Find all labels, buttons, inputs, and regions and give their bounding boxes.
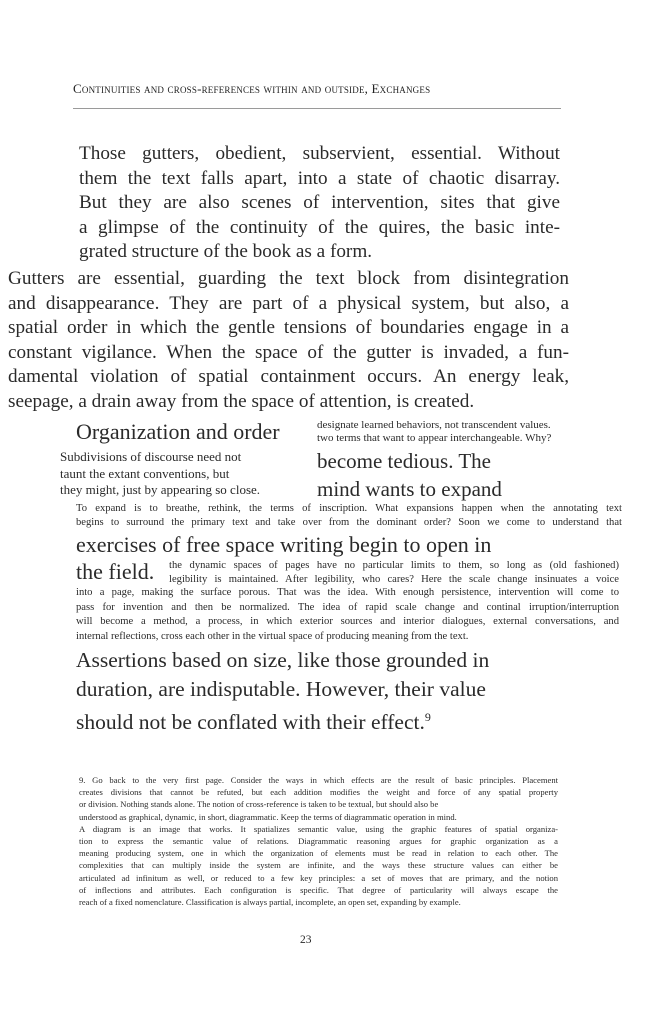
text-line: Assertions based on size, like those grounded in xyxy=(76,648,490,672)
paragraph-gutters-obedient xyxy=(79,142,560,265)
paragraph-gutters-essential xyxy=(8,267,569,414)
text-line: Those gutters, obedient, subservient, essential. Without xyxy=(79,143,560,164)
header-rule xyxy=(73,108,561,109)
text-line: will become a method, a process, in which exterior sources and interior dialogues, external conversations, and xyxy=(76,616,619,628)
exercises-line: exercises of free space writing begin to open in xyxy=(76,532,492,557)
text-line: they might, just by appearing so close. xyxy=(60,482,261,497)
expand-paragraph xyxy=(76,502,622,529)
text-line: become tedious. The xyxy=(317,449,491,473)
text-line: them the text falls apart, into a state of chaotic disarray. xyxy=(79,167,560,189)
footnote-line: understood as graphical, dynamic, in short, diagrammatic. Keep the terms of diagrammatic operation in mind. xyxy=(79,811,457,822)
text-line: spatial order in which the gentle tensions of boundaries engage in a xyxy=(8,317,569,338)
text-line: begins to surround the primary text and take over from the dominant order? Soon we come to understand that xyxy=(76,516,622,528)
text-line: taunt the extant conventions, but xyxy=(60,465,230,481)
text-line: Subdivisions of discourse need not xyxy=(60,449,242,464)
text-line: designate learned behaviors, not transcendent values. xyxy=(317,419,551,431)
footnote-line: articulated ad infinitum as well, or reduced to a few key principles: a set of moves that are primary, and the notion xyxy=(79,872,558,883)
text-line: damental violation of spatial containment occurs. An energy leak, xyxy=(8,366,569,387)
footnote-reference[interactable]: 9 xyxy=(424,710,431,724)
footnote-line: meaning producing system, one in which the organization of elements must be read in relation to each other. The xyxy=(79,848,558,859)
left-aside xyxy=(60,449,260,499)
footnote xyxy=(79,774,558,908)
text-line: pass for invention and then be normalized. The idea of rapid scale change and continal irruption/interruption xyxy=(76,601,619,613)
dynamic-lines xyxy=(169,559,619,586)
text-line: a glimpse of the continuity of the quires, the basic inte- xyxy=(79,216,560,238)
footnote-line: tion to express the semantic value of relations. Diagrammatic reasoning argues for graphic organization as a xyxy=(79,836,558,847)
text-line: into a page, making the surface porous. That was the idea. With enough persistence, intervention will come to xyxy=(76,587,619,598)
text-line xyxy=(76,703,489,737)
footnote-line: 9. Go back to the very first page. Consider the ways in which effects are the result of basic principles. Placement xyxy=(79,775,558,785)
section-heading: Organization and order xyxy=(76,419,280,444)
continuation-paragraph xyxy=(76,586,619,644)
text-line: To expand is to breathe, rethink, the terms of inscription. What expansions happen when the annotating text xyxy=(76,503,622,514)
text-line: mind wants to expand xyxy=(317,477,502,501)
text-line: the dynamic spaces of pages have no particular limits to them, so long as (old fashioned) xyxy=(169,560,619,571)
assertion-paragraph xyxy=(76,646,489,737)
footnote-line: of inflections and attributes. Each configuration is specific. That degree of particularity will always escape the xyxy=(79,884,558,895)
text-line: legibility is maintained. After legibility, who cares? Here the scale change insinuates a voice xyxy=(169,573,619,585)
right-mid-text xyxy=(317,447,502,503)
running-head: Continuities and cross-references within and outside, Exchanges xyxy=(73,81,431,96)
text-line: But they are also scenes of intervention, sites that give xyxy=(79,192,560,213)
text-line: two terms that want to appear interchangeable. Why? xyxy=(317,432,552,444)
page-number: 23 xyxy=(300,934,312,946)
text-line: seepage, a drain away from the space of attention, is created. xyxy=(8,390,475,412)
text-line: constant vigilance. When the space of the gutter is invaded, a fun- xyxy=(8,341,569,363)
footnote-line: or division. Nothing stands alone. The notion of cross-reference is taken to be textual, but should also be xyxy=(79,799,439,810)
right-small-note xyxy=(317,419,551,445)
footnote-line: complexities that can multiply inside the system are infinite, and the ways these structure values can either be xyxy=(79,860,558,871)
text-line: grated structure of the book as a form. xyxy=(79,241,373,262)
text-line-content: should not be conflated with their effect. xyxy=(76,710,425,735)
field-word: the field. xyxy=(76,559,155,584)
footnote-line: creates divisions that cannot be refuted, but each addition modifies the weight and force of any spatial property xyxy=(79,787,558,798)
text-line: internal reflections, cross each other in the virtual space of producing meaning from the text. xyxy=(76,630,469,642)
footnote-line: A diagram is an image that works. It spatializes semantic value, using the graphic features of spatial organiza- xyxy=(79,823,558,834)
text-line: duration, are indisputable. However, their value xyxy=(76,676,486,701)
text-line: Gutters are essential, guarding the text block from disintegration xyxy=(8,268,569,289)
text-line: and disappearance. They are part of a physical system, but also, a xyxy=(8,292,569,314)
footnote-line: reach of a fixed nomenclature. Classification is always partial, incomplete, an open set, expanding by example. xyxy=(79,897,461,908)
